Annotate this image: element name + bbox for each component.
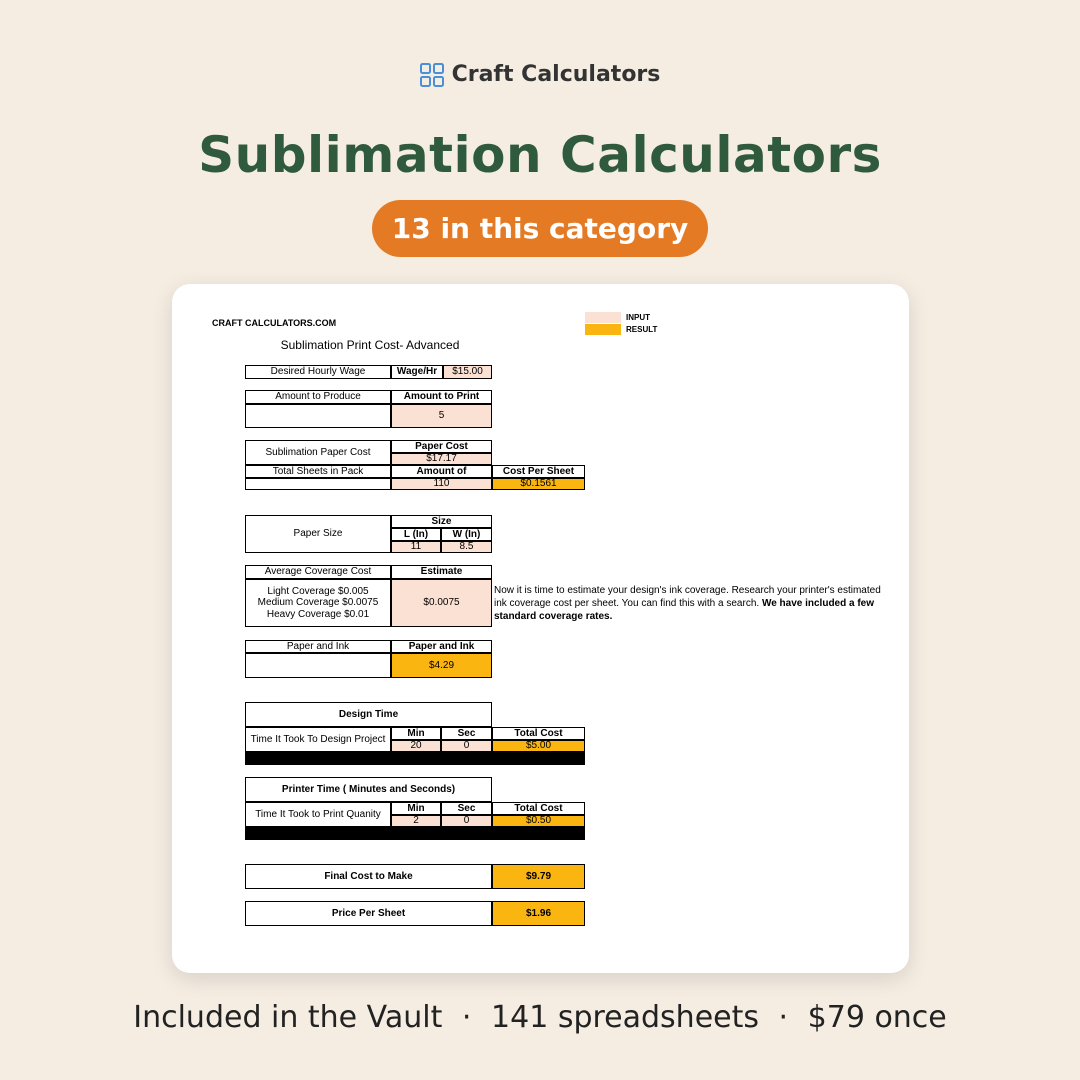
paper-ink-header: Paper and Ink [391,640,492,653]
sheet-site-name: CRAFT CALCULATORS.COM [212,318,337,328]
footer-separator-2: · [778,1000,789,1035]
paper-ink-label: Paper and Ink [245,640,391,653]
design-time-label: Time It Took To Design Project [245,727,391,752]
design-total-result: $5.00 [492,740,585,752]
produce-input[interactable]: 5 [391,404,492,428]
design-min-header: Min [391,727,441,740]
coverage-note-text: Now it is time to estimate your design's ink coverage. Research your printer's estimated ink coverage cost per sheet. You can find this with a search. [494,585,881,609]
legend-input-swatch [585,312,621,323]
coverage-estimate-input[interactable]: $0.0075 [391,579,492,627]
footer-tagline [0,1000,1080,1035]
coverage-light-rate: Light Coverage $0.005 [267,585,369,597]
size-header: Size [391,515,492,528]
width-header: W (In) [441,528,492,541]
width-input[interactable]: 8.5 [441,541,492,553]
produce-spacer-cell [245,404,391,428]
printer-sec-header: Sec [441,802,492,815]
design-min-input[interactable]: 20 [391,740,441,752]
grid-icon [420,63,444,87]
paper-ink-spacer-cell [245,653,391,678]
paper-cost-header: Paper Cost [391,440,492,453]
design-total-header: Total Cost [492,727,585,740]
sheets-spacer-cell [245,478,391,490]
footer-vault-text: Included in the Vault [133,1000,443,1035]
coverage-rates-list [245,579,391,627]
design-time-title: Design Time [245,702,492,727]
wage-input[interactable]: $15.00 [443,365,492,379]
printer-min-input[interactable]: 2 [391,815,441,827]
final-cost-result: $9.79 [492,864,585,889]
paper-cost-label: Sublimation Paper Cost [245,440,391,465]
produce-header: Amount to Print [391,390,492,404]
printer-min-header: Min [391,802,441,815]
produce-label: Amount to Produce [245,390,391,404]
footer-spreadsheet-count: 141 spreadsheets [491,1000,759,1035]
coverage-estimate-header: Estimate [391,565,492,579]
footer-price: $79 once [807,1000,947,1035]
length-input[interactable]: 11 [391,541,441,553]
printer-time-title: Printer Time ( Minutes and Seconds) [245,777,492,802]
price-per-sheet-label: Price Per Sheet [245,901,492,926]
sheet-title: Sublimation Print Cost- Advanced [280,338,460,352]
coverage-medium-rate: Medium Coverage $0.0075 [257,597,379,609]
category-count-badge: 13 in this category [372,200,708,257]
cost-per-sheet-result: $0.1561 [492,478,585,490]
printer-divider-bar [245,827,585,840]
coverage-note [494,584,894,623]
price-per-sheet-result: $1.96 [492,901,585,926]
design-sec-input[interactable]: 0 [441,740,492,752]
design-divider-bar [245,752,585,765]
wage-label: Desired Hourly Wage [245,365,391,379]
paper-size-label: Paper Size [245,515,391,553]
length-header: L (In) [391,528,441,541]
final-cost-label: Final Cost to Make [245,864,492,889]
coverage-note-bold: We have included a few standard coverage rates. [494,598,875,622]
paper-ink-result: $4.29 [391,653,492,678]
amount-of-header: Amount of [391,465,492,478]
coverage-heavy-rate: Heavy Coverage $0.01 [266,608,370,620]
legend-input-label: INPUT [626,313,650,322]
sheets-in-pack-label: Total Sheets in Pack [245,465,391,478]
printer-total-header: Total Cost [492,802,585,815]
printer-total-result: $0.50 [492,815,585,827]
page-title: Sublimation Calculators [198,126,882,184]
spreadsheet-preview-card [172,284,909,973]
cost-per-sheet-header: Cost Per Sheet [492,465,585,478]
printer-sec-input[interactable]: 0 [441,815,492,827]
design-sec-header: Sec [441,727,492,740]
coverage-label: Average Coverage Cost [245,565,391,579]
printer-time-label: Time It Took to Print Quanity [245,802,391,827]
brand-name: Craft Calculators [451,62,661,87]
legend-result-label: RESULT [626,325,658,334]
brand [0,62,1080,87]
footer-separator-1: · [461,1000,472,1035]
wage-header: Wage/Hr [391,365,443,379]
paper-cost-input[interactable]: $17.17 [391,453,492,465]
amount-of-input[interactable]: 110 [391,478,492,490]
legend-result-swatch [585,324,621,335]
